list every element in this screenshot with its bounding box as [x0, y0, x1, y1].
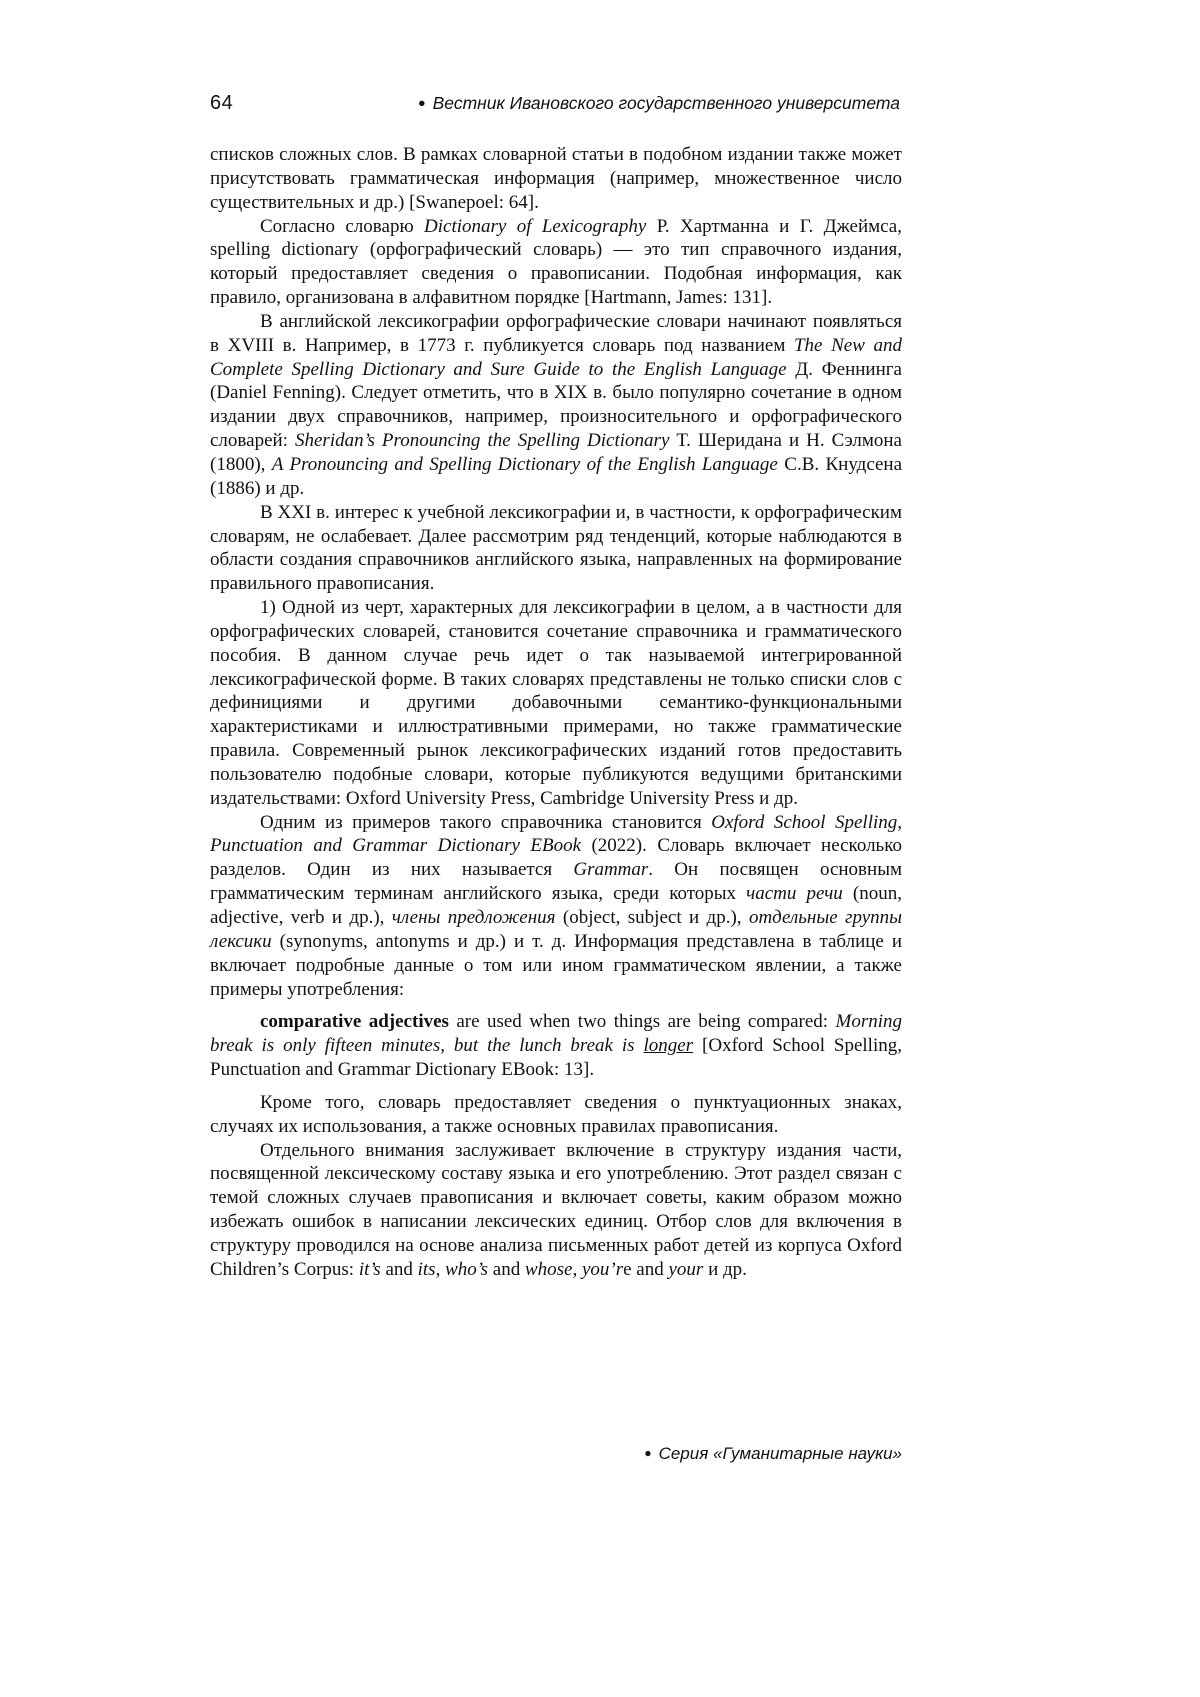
text-run: 1) Одной из черт, характерных для лексикографии в целом, а в частности для орфографических словарей, становится сочетание справочника и грамматического пособия. В данном случае речь идет о так называемой интегрированной лексикографической форме. В таких словарях представлены не только списки слов с дефинициями и другими добавочными семантико-функциональными характеристиками и иллюстративными примерами, но также грамматические правила. Современный рынок лексикографических изданий готов предоставить пользователю подобные словари, которые публикуются ведущими британскими издательствами: Oxford University Press, Cambridge University Press и др. — [210, 597, 902, 809]
text-run: whose — [524, 1258, 573, 1280]
text-run: and — [380, 1258, 418, 1280]
text-run: Д. Феннинга (Daniel Fenning). Следует отметить, что в XIX в. было популярно сочетание в одном издании двух справочников, например, произносительного и орфографического словарей: — [210, 358, 902, 452]
bullet-icon: ● — [644, 1446, 652, 1460]
paragraph — [210, 215, 902, 310]
text-run: Согласно словарю — [260, 215, 425, 237]
text-run: your — [668, 1258, 704, 1280]
page-footer — [210, 1444, 902, 1464]
series-title-text: Серия «Гуманитарные науки» — [658, 1444, 902, 1463]
text-run: Т. Шеридана и Н. Сэлмона (1800), — [210, 430, 902, 475]
text-run: A Pronouncing and Spelling Dictionary of the English Language — [271, 453, 778, 475]
text-run: С.В. Кнудсена (1886) и др. — [210, 453, 903, 499]
text-run: , — [572, 1258, 582, 1280]
journal-title — [418, 93, 900, 114]
text-run: отдельные группы лексики — [210, 907, 902, 952]
paragraph — [210, 143, 902, 215]
text-run: В английской лексикографии орфографические словари начинают появляться в XVIII в. Например, в 1773 г. публикуется словарь под названием — [210, 310, 902, 356]
text-run: Одним из примеров такого справочника становится — [260, 811, 712, 833]
text-run: (synonyms, antonyms и др.) и т. д. Информация представлена в таблице и включает подробные данные о том или ином грамматическом явлении, а также примеры употребления: — [210, 930, 902, 1000]
series-title — [644, 1444, 902, 1463]
text-run: are used when two things are being compared: — [448, 1011, 836, 1033]
text-run: The New and Complete Spelling Dictionary and Sure Guide to the English Language — [210, 334, 902, 380]
text-run: Oxford School Spelling, Punctuation and Grammar Dictionary EBook — [210, 811, 902, 857]
text-run: its — [417, 1258, 436, 1280]
paragraph — [210, 501, 902, 596]
text-run: who’s — [445, 1258, 489, 1280]
text-run: , — [435, 1258, 446, 1280]
paragraph — [210, 596, 902, 811]
text-run: Sheridan’s Pronouncing the Spelling Dictionary — [295, 430, 670, 452]
text-run: В XXI в. интерес к учебной лексикографии и, в частности, к орфографическим словарям, не ослабевает. Далее рассмотрим ряд тенденций, которые наблюдаются в области создания справочников английского языка, направленных на формирование правильного правописания. — [210, 501, 902, 595]
text-run: e and — [623, 1258, 669, 1280]
text-run: longer — [643, 1035, 694, 1057]
paragraph — [210, 1139, 902, 1282]
paragraph — [210, 811, 902, 1002]
text-run: comparative adjectives — [260, 1011, 449, 1033]
paragraph — [210, 1091, 902, 1139]
quote-paragraph — [210, 1010, 902, 1082]
text-run: Отдельного внимания заслуживает включение в структуру издания части, посвященной лексическому составу языка и его употреблению. Этот раздел связан с темой сложных случаев правописания и включает советы, каким образом можно избежать ошибок в написании лексических единиц. Отбор слов для включения в структуру проводился на основе анализа письменных работ детей из корпуса Oxford Children’s Corpus: — [210, 1139, 902, 1280]
text-run: you’r — [581, 1258, 624, 1280]
text-run: списков сложных слов. В рамках словарной статьи в подобном издании также может присутствовать грамматическая информация (например, множественное число существительных и др.) [Swanepoel: 64]. — [210, 144, 902, 213]
text-run: Grammar — [573, 859, 649, 881]
journal-title-text: Вестник Ивановского государственного университета — [432, 93, 900, 113]
text-run: члены предложения — [391, 907, 556, 928]
paragraph — [210, 310, 902, 501]
text-run: . Он посвящен основным грамматическим терминам английского языка, среди которых — [210, 859, 902, 905]
page-body — [210, 143, 902, 1282]
text-run: (noun, adjective, verb и др.), — [210, 883, 902, 928]
text-run: [Oxford School Spelling, Punctuation and Grammar Dictionary EBook: 13]. — [210, 1035, 902, 1081]
text-run: Кроме того, словарь предоставляет сведения о пунктуационных знаках, случаях их использования, а также основных правилах правописания. — [210, 1091, 902, 1137]
page-header — [210, 92, 900, 115]
text-run: Р. Хартманна и Г. Джеймса, spelling dictionary (орфографический словарь) — это тип справочного издания, который предоставляет сведения о правописании. Подобная информация, как правило, организована в алфавитном порядке [Hartmann, James: 131]. — [210, 215, 902, 309]
text-run: части речи — [746, 883, 843, 905]
text-run: it’s — [358, 1258, 381, 1280]
text-run: и др. — [703, 1258, 747, 1280]
text-run: Dictionary of Lexicography — [424, 215, 647, 237]
page-number: 64 — [210, 92, 234, 114]
bullet-icon: ● — [418, 96, 426, 110]
text-run: Morning break is only fifteen minutes, but the lunch break is — [210, 1011, 902, 1057]
text-run: and — [488, 1258, 525, 1280]
text-run: (2022). Словарь включает несколько разделов. Один из них называется — [210, 835, 902, 881]
text-run: (object, subject и др.), — [555, 907, 749, 928]
